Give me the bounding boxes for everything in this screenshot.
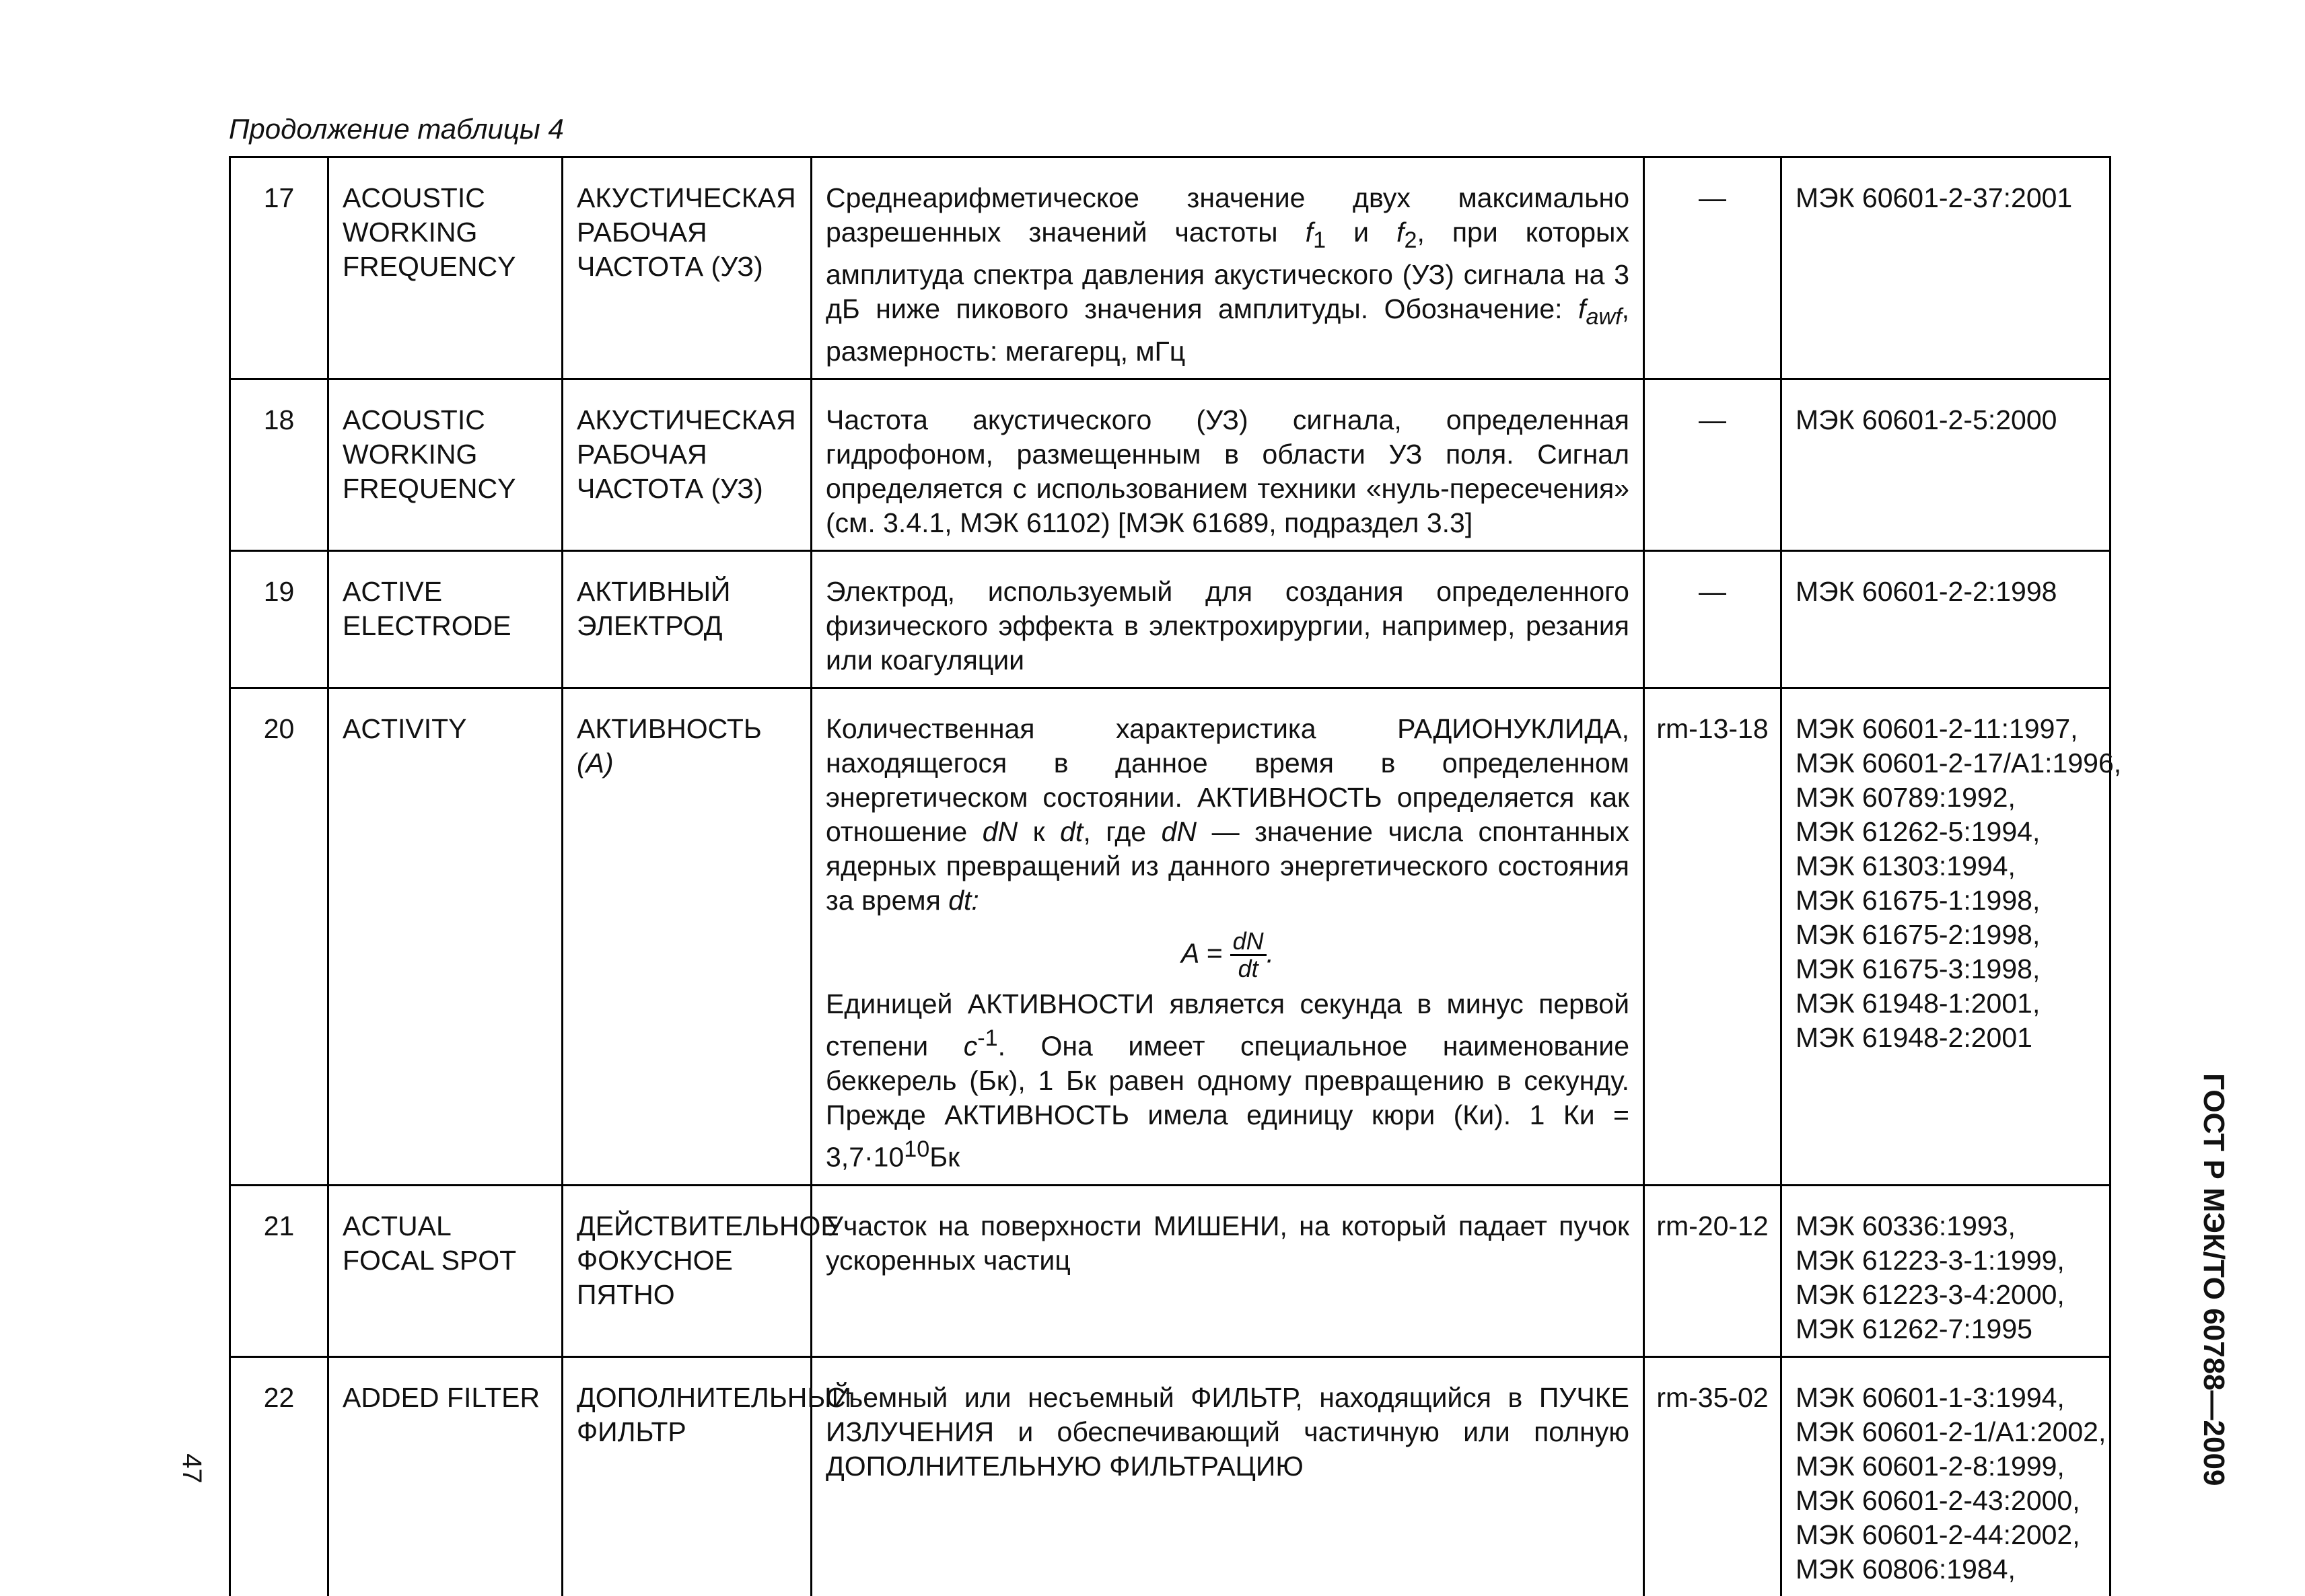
term-number: 17 (230, 157, 328, 379)
term-english: ACOUSTIC WORKING FREQUENCY (328, 157, 563, 379)
term-russian: АКУСТИЧЕСКАЯ РАБОЧАЯ ЧАСТОТА (УЗ) (563, 379, 812, 551)
term-english: ACTUAL FOCAL SPOT (328, 1185, 563, 1356)
term-russian: ДОПОЛНИТЕЛЬНЫЙ ФИЛЬТР (563, 1356, 812, 1596)
iev-reference: — (1644, 379, 1781, 551)
term-english: ACTIVE ELECTRODE (328, 551, 563, 688)
term-definition: Среднеарифметическое значение двух максимально разрешенных значений частоты $f_1$ и $f_2$, при которых амплитуда спектра давления акустического (УЗ) сигнала на 3 дБ ниже пикового значения амплитуды. Обозначение: $f_{awf}$, размерность: мегагерц, мГц (812, 157, 1644, 379)
term-definition: Участок на поверхности МИШЕНИ, на который падает пучок ускоренных частиц (812, 1185, 1644, 1356)
term-definition: Съемный или несъемный ФИЛЬТР, находящийся в ПУЧКЕ ИЗЛУЧЕНИЯ и обеспечивающий частичную или полную ДОПОЛНИТЕЛЬНУЮ ФИЛЬТРАЦИЮ (812, 1356, 1644, 1596)
table-row (230, 1356, 2111, 1596)
source-standards: МЭК 60336:1993, МЭК 61223-3-1:1999, МЭК 61223-3-4:2000, МЭК 61262-7:1995 (1781, 1185, 2111, 1356)
activity-formula: A = $\frac{dN}{dt}$ . (1180, 927, 1274, 983)
term-number: 18 (230, 379, 328, 551)
term-english: ADDED FILTER (328, 1356, 563, 1596)
iev-reference: rm-20-12 (1644, 1185, 1781, 1356)
standard-designation: ГОСТ Р МЭК/ТО 60788—2009 (2197, 1073, 2230, 1486)
source-standards: МЭК 60601-2-37:2001 (1781, 157, 2111, 379)
table-row (230, 551, 2111, 688)
term-definition: Электрод, используемый для создания определенного физического эффекта в электрохирургии, например, резания или коагуляции (812, 551, 1644, 688)
definition-paragraph: Единицей АКТИВНОСТИ является секунда в минус первой степени $с^{-1}$. Она имеет специальное наименование беккерель (Бк), 1 Бк равен одному превращению в секунду. Прежде АКТИВНОСТЬ имела единицу кюри (Ки). 1 Ки = $3,7\cdot 10^{10}Бк$ (826, 988, 1629, 1173)
term-english: ACOUSTIC WORKING FREQUENCY (328, 379, 563, 551)
page-number: 47 (176, 1453, 207, 1484)
term-russian: АКТИВНОСТЬ (A) (563, 688, 812, 1185)
table-row (230, 379, 2111, 551)
table-row (230, 157, 2111, 379)
source-standards: МЭК 60601-2-11:1997, МЭК 60601-2-17/А1:1996, МЭК 60789:1992, МЭК 61262-5:1994, МЭК 61303:1994, МЭК 61675-1:1998, МЭК 61675-2:1998, МЭК 61675-3:1998, МЭК 61948-1:2001, МЭК 61948-2:2001 (1781, 688, 2111, 1185)
iev-reference: — (1644, 551, 1781, 688)
iev-reference: rm-35-02 (1644, 1356, 1781, 1596)
term-english: ACTIVITY (328, 688, 563, 1185)
term-number: 19 (230, 551, 328, 688)
table-caption: Продолжение таблицы 4 (229, 113, 564, 145)
iev-reference: rm-13-18 (1644, 688, 1781, 1185)
source-standards: МЭК 60601-2-5:2000 (1781, 379, 2111, 551)
definition-paragraph: Количественная характеристика РАДИОНУКЛИДА, находящегося в данное время в определенном энергетическом состоянии. АКТИВНОСТЬ определяется как отношение dN к dt, где dN — значение числа спонтанных ядерных превращений из данного энергетического состояния за время dt: (826, 713, 1629, 916)
source-standards: МЭК 60601-2-2:1998 (1781, 551, 2111, 688)
term-russian: АКТИВНЫЙ ЭЛЕКТРОД (563, 551, 812, 688)
formula-fraction: $\frac{dN}{dt}$ (1230, 929, 1267, 982)
term-number: 20 (230, 688, 328, 1185)
term-number: 22 (230, 1356, 328, 1596)
table-row (230, 1185, 2111, 1356)
table-row (230, 688, 2111, 1185)
terms-table (229, 156, 2122, 1596)
term-definition (812, 688, 1644, 1185)
page-number-container (176, 1453, 207, 1484)
term-russian: АКУСТИЧЕСКАЯ РАБОЧАЯ ЧАСТОТА (УЗ) (563, 157, 812, 379)
iev-reference: — (1644, 157, 1781, 379)
document-title-vertical (2197, 1073, 2230, 1486)
term-definition: Частота акустического (УЗ) сигнала, определенная гидрофоном, размещенным в области УЗ поля. Сигнал определяется с использованием техники «нуль-пересечения» (см. 3.4.1, МЭК 61102) [МЭК 61689, подраздел 3.3] (812, 379, 1644, 551)
term-number: 21 (230, 1185, 328, 1356)
term-russian: ДЕЙСТВИТЕЛЬНОЕ ФОКУСНОЕ ПЯТНО (563, 1185, 812, 1356)
source-standards: МЭК 60601-1-3:1994, МЭК 60601-2-1/А1:2002, МЭК 60601-2-8:1999, МЭК 60601-2-43:2000, МЭК 60601-2-44:2002, МЭК 60806:1984, (1781, 1356, 2111, 1596)
